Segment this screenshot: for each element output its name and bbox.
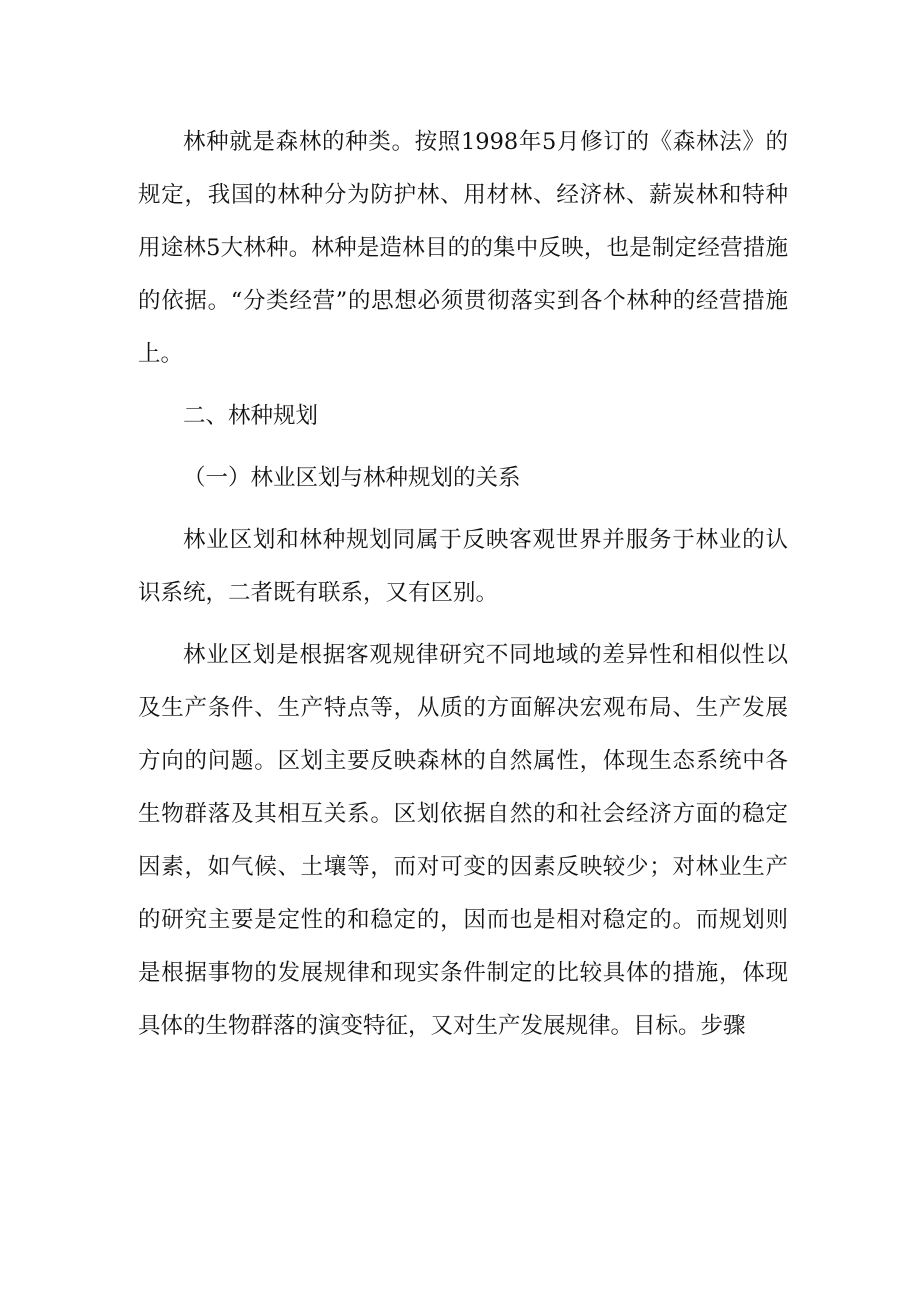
section-heading-forest-type-planning: 二、林种规划: [183, 403, 319, 429]
paragraph-forest-types: 林种就是森林的种类。按照1998年5月修订的《森林法》的规定，我国的林种分为防护林、用材林、经济林、薪炭林和特种用途林5大林种。林种是造林目的的集中反映，也是制定经营措施的依据。“分类经营”的思想必须贯彻落实到各个林种的经营措施上。: [138, 129, 788, 367]
document-body: [138, 116, 788, 1062]
paragraph-relationship-intro: 林业区划和林种规划同属于反映客观世界并服务于林业的认识系统，二者既有联系，又有区别。: [138, 527, 788, 606]
subsection-heading-relationship: （一）林业区划与林种规划的关系: [183, 465, 521, 491]
paragraph-zoning-vs-planning: 林业区划是根据客观规律研究不同地域的差异性和相似性以及生产条件、生产特点等，从质的方面解决宏观布局、生产发展方向的问题。区划主要反映森林的自然属性，体现生态系统中各生物群落及其相互关系。区划依据自然的和社会经济方面的稳定因素，如气候、土壤等，而对可变的因素反映较少；对林业生产的研究主要是定性的和稳定的，因而也是相对稳定的。而规划则是根据事物的发展规律和现实条件制定的比较具体的措施，体现具体的生物群落的演变特征，又对生产发展规律。目标。步骤: [138, 642, 788, 1039]
